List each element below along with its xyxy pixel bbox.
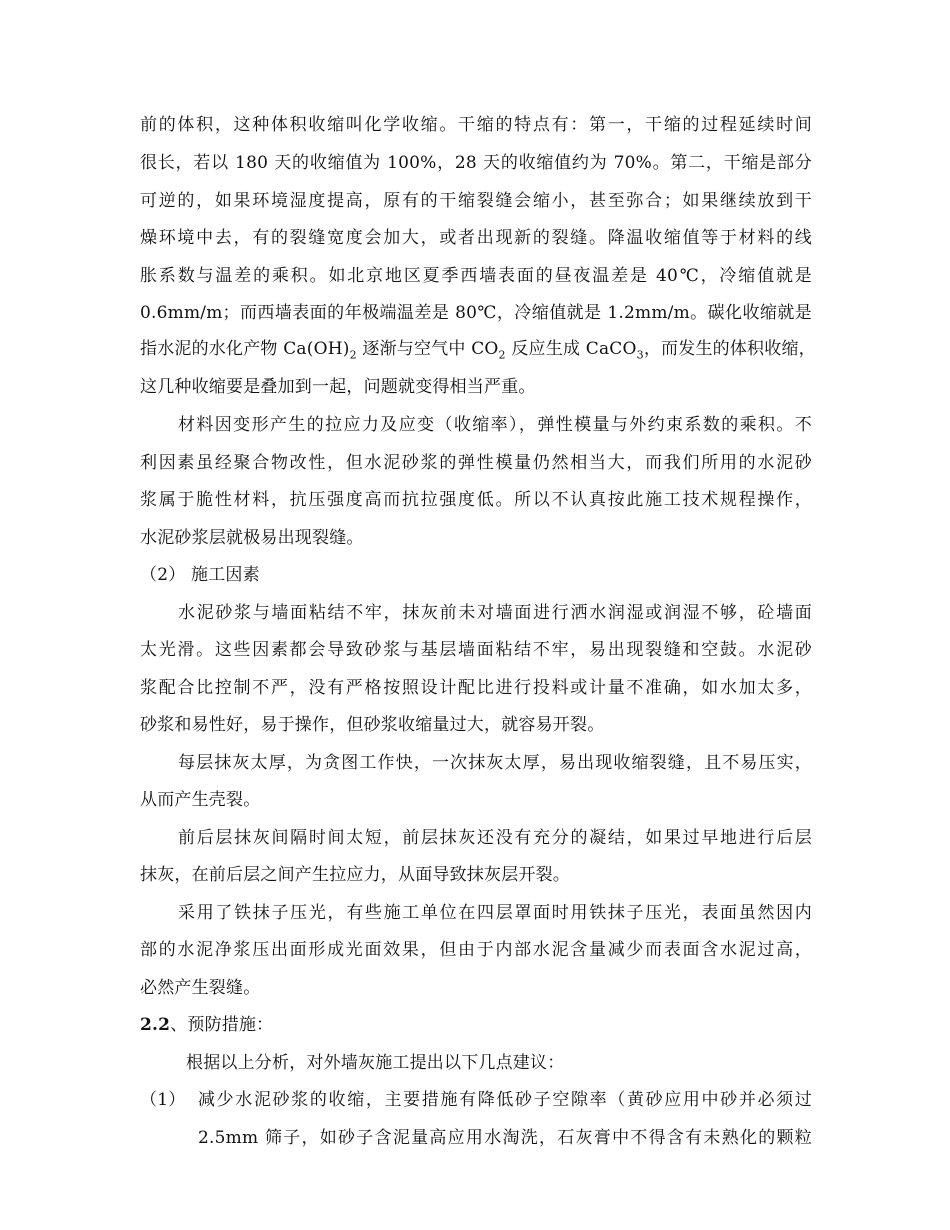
text-line: 砂浆和易性好，易于操作，但砂浆收缩量过大，就容易开裂。: [140, 715, 605, 735]
text-line: 前的体积，这种体积收缩叫化学收缩。干缩的特点有：第一，干缩的过程延续时间: [140, 115, 812, 135]
section-heading: （2） 施工因素: [140, 565, 260, 585]
text-line: 必然产生裂缝。: [140, 978, 261, 998]
text-line: 水泥砂浆层就极易出现裂缝。: [140, 528, 364, 548]
subscript: 2: [498, 348, 506, 362]
text-line: 利因素虽经聚合物改性，但水泥砂浆的弹性模量仍然相当大，而我们所用的水泥砂: [140, 453, 812, 473]
text-segment: ，而发生的体积收缩，: [643, 339, 816, 359]
text-segment: 指水泥的水化产物 Ca(OH): [140, 339, 350, 359]
text-line: 这几种收缩要是叠加到一起，问题就变得相当严重。: [140, 377, 536, 397]
text-line: 燥环境中去，有的裂缝宽度会加大，或者出现新的裂缝。降温收缩值等于材料的线: [140, 228, 812, 248]
text-line-chemical: [140, 338, 816, 362]
list-item-text: 减少水泥砂浆的收缩，主要措施有降低砂子空隙率（黄砂应用中砂并必须过: [198, 1090, 812, 1110]
text-line: 根据以上分析，对外墙灰施工提出以下几点建议：: [186, 1053, 565, 1073]
text-line: 材料因变形产生的拉应力及应变（收缩率），弹性模量与外约束系数的乘积。不: [178, 415, 812, 435]
text-line: 前后层抹灰间隔时间太短，前层抹灰还没有充分的凝结，如果过早地进行后层: [178, 828, 812, 848]
text-line: 水泥砂浆与墙面粘结不牢，抹灰前未对墙面进行洒水润湿或润湿不够，砼墙面: [178, 603, 812, 623]
text-line: 抹灰，在前后层之间产生拉应力，从面导致抹灰层开裂。: [140, 865, 570, 885]
text-line: 浆配合比控制不严，没有严格按照设计配比进行投料或计量不准确，如水加太多，: [140, 678, 812, 698]
text-segment: 反应生成 CaCO: [505, 339, 637, 359]
text-line: 太光滑。这些因素都会导致砂浆与基层墙面粘结不牢，易出现裂缝和空鼓。水泥砂: [140, 640, 812, 660]
text-line: 可逆的，如果环境湿度提高，原有的干缩裂缝会缩小，甚至弥合；如果继续放到干: [140, 191, 812, 211]
text-line: 很长，若以 180 天的收缩值为 100%，28 天的收缩值约为 70%。第二，干缩是部分: [140, 153, 812, 173]
section-number: 2.2: [140, 1015, 171, 1035]
text-line: 采用了铁抹子压光，有些施工单位在四层罩面时用铁抹子压光，表面虽然因内: [178, 903, 812, 923]
text-line: 部的水泥净浆压出面形成光面效果，但由于内部水泥含量减少而表面含水泥过高，: [140, 940, 812, 960]
subscript: 2: [349, 348, 357, 362]
text-segment: 逐渐与空气中 CO: [356, 339, 499, 359]
text-line: 浆属于脆性材料，抗压强度高而抗拉强度低。所以不认真按此施工技术规程操作，: [140, 490, 812, 510]
text-line: 从而产生壳裂。: [140, 790, 261, 810]
text-line: 0.6mm/m；而西墙表面的年极端温差是 80℃，冷缩值就是 1.2mm/m。碳化收缩就是: [140, 303, 812, 323]
text-line: 每层抹灰太厚，为贪图工作快，一次抹灰太厚，易出现收缩裂缝，且不易压实，: [178, 753, 812, 773]
subscript: 3: [636, 348, 644, 362]
list-item-number: （1）: [140, 1090, 186, 1110]
section-heading: [140, 1014, 812, 1036]
list-item-text: 2.5mm 筛子，如砂子含泥量高应用水淘洗，石灰膏中不得含有未熟化的颗粒: [198, 1128, 812, 1148]
section-title: 、预防措施：: [170, 1015, 274, 1035]
text-line: 胀系数与温差的乘积。如北京地区夏季西墙表面的昼夜温差是 40℃，冷缩值就是: [140, 266, 812, 286]
